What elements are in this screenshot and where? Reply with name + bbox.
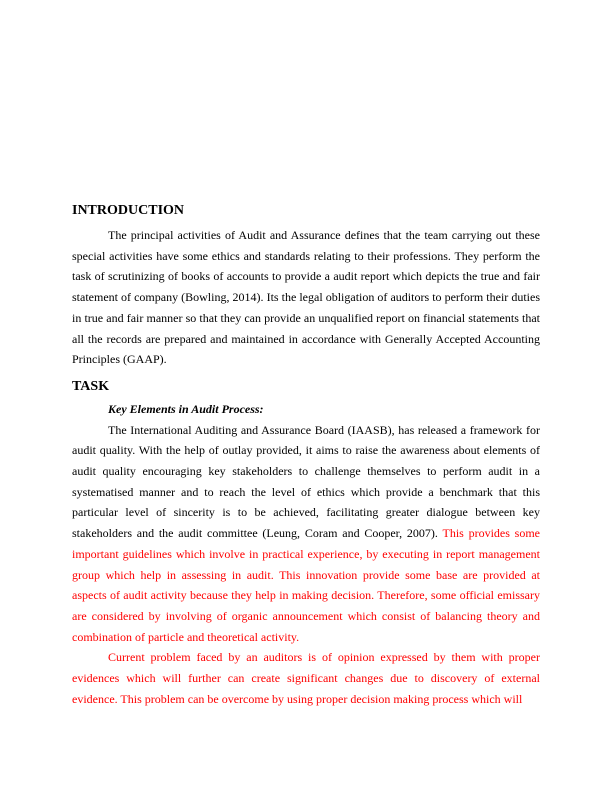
introduction-heading: INTRODUCTION — [72, 203, 185, 218]
introduction-paragraph: The principal activities of Audit and Assurance defines that the team carrying out these special activities have some ethics and standards relating to their professions. They perform the task of scrutinizing of books of accounts to provide a audit report which depicts the true and fair statement of company (Bowling, 2014). Its the legal obligation of auditors to perform their duties in true and fair manner so that they can provide an unqualified report on financial statements that all the records are prepared and maintained in accordance with Generally Accepted Accounting Principles (GAAP). — [72, 228, 540, 367]
task-paragraph-2: Current problem faced by an auditors is of opinion expressed by them with proper evidences which will further can create significant changes due to discovery of external evidence. This problem can be overcome by using proper decision making process which will — [72, 650, 540, 706]
task-heading: TASK — [72, 378, 110, 394]
document-page — [72, 202, 540, 709]
key-elements-subheading: Key Elements in Audit Process: — [108, 401, 264, 416]
task-paragraph-1-text: The International Auditing and Assurance Board (IAASB), has released a framework for audit quality. With the help of outlay provided, it aims to raise the awareness about elements of audit quality encouraging key stakeholders to challenge themselves to perform audit in a systematised manner and to reach the level of ethics which provide a benchmark that this particular level of sincerity is to be achieved, facilitating greater dialogue between key stakeholders and the audit committee (Leung, Coram and Cooper, 2007). — [72, 422, 540, 541]
task-paragraph-1-highlighted-text: This provides some important guidelines which involve in practical experience, by executing in report management group which help in assessing in audit. This innovation provide some base are provided at aspects of audit activity because they help in making decision. Therefore, some official emissary are considered by involving of organic announcement which consist of balancing theory and combination of particle and theoretical activity. — [72, 526, 540, 644]
task-paragraph-1 — [72, 420, 540, 648]
